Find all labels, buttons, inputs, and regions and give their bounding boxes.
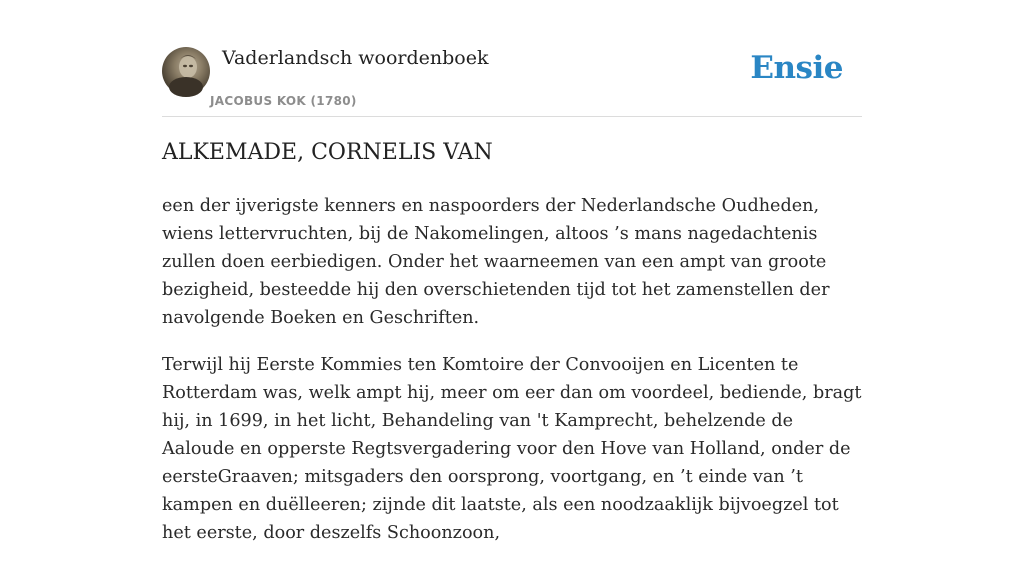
author-portrait-icon[interactable] [162, 47, 210, 95]
brand-logo[interactable]: Ensie [750, 50, 843, 86]
entry-title: ALKEMADE, CORNELIS VAN [162, 140, 493, 165]
book-title[interactable]: Vaderlandsch woordenboek [222, 47, 489, 69]
entry-body [162, 192, 862, 566]
author-name[interactable]: JACOBUS KOK (1780) [210, 94, 357, 108]
header [162, 40, 862, 117]
entry-paragraph: Terwijl hij Eerste Kommies ten Komtoire der Convooijen en Licenten te Rotterdam was, welk ampt hij, meer om eer dan om voordeel, bediende, bragt hij, in 1699, in het licht, Behandeling van 't Kamprecht, behelzende de Aaloude en opperste Regtsvergadering voor den Hove van Holland, onder de eersteGraaven; mitsgaders den oorsprong, voortgang, en ’t einde van ’t kampen en duëlleeren; zijnde dit laatste, als een noodzaaklijk bijvoegzel tot het eerste, door deszelfs Schoonzoon, [162, 355, 862, 543]
entry-paragraph: een der ijverigste kenners en naspoorders der Nederlandsche Oudheden, wiens lettervruchten, bij de Nakomelingen, altoos ’s mans nagedachtenis zullen doen eerbiedigen. Onder het waarneemen van een ampt van groote bezigheid, besteedde hij den overschietenden tijd tot het zamenstellen der navolgende Boeken en Geschriften. [162, 196, 830, 328]
